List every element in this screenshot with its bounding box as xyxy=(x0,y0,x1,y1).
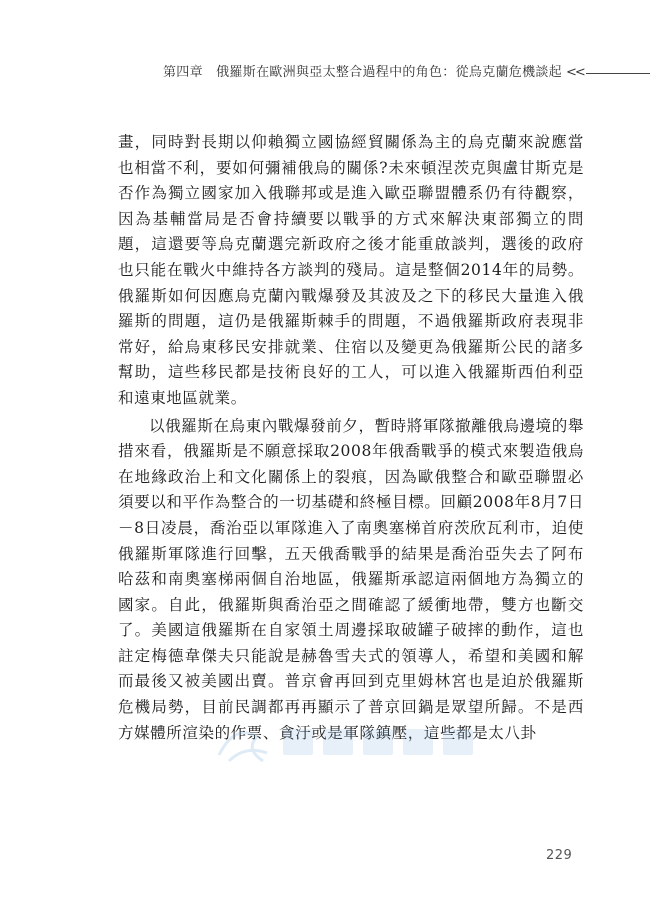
body-text xyxy=(118,130,584,746)
paragraph-1: 畫，同時對長期以仰賴獨立國協經貿關係為主的烏克蘭來說應當也相當不利，要如何彌補俄烏的關係?未來頓涅茨克與盧甘斯克是否作為獨立國家加入俄聯邦或是進入歐亞聯盟體系仍有待觀察，因為基輔當局是否會持續要以戰爭的方式來解決東部獨立的問題，這還要等烏克蘭選完新政府之後才能重啟談判，選後的政府也只能在戰火中維持各方談判的殘局。這是整個2014年的局勢。俄羅斯如何因應烏克蘭內戰爆發及其波及之下的移民大量進入俄羅斯的問題，這仍是俄羅斯棘手的問題，不過俄羅斯政府表現非常好，給烏東移民安排就業、住宿以及變更為俄羅斯公民的諸多幫助，這些移民都是技術良好的工人，可以進入俄羅斯西伯利亞和遠東地區就業。 xyxy=(118,133,584,407)
running-header xyxy=(0,64,650,84)
chapter-title: 第四章 俄羅斯在歐洲與亞太整合過程中的角色：從烏克蘭危機談起 xyxy=(162,65,562,80)
paragraph-2: 以俄羅斯在烏東內戰爆發前夕，暫時將軍隊撤離俄烏邊境的舉措來看，俄羅斯是不願意採取2008年俄喬戰爭的模式來製造俄烏在地緣政治上和文化關係上的裂痕，因為歐俄整合和歐亞聯盟必須要以和平作為整合的一切基礎和終極目標。回顧2008年8月7日－8日凌晨，喬治亞以軍隊進入了南奧塞梯首府茨欣瓦利市，迫使俄羅斯軍隊進行回擊，五天俄喬戰爭的結果是喬治亞失去了阿布哈茲和南奧塞梯兩個自治地區，俄羅斯承認這兩個地方為獨立的國家。自此，俄羅斯與喬治亞之間確認了緩衝地帶，雙方也斷交了。美國這俄羅斯在自家領土周邊採取破罐子破摔的動作，這也註定梅德韋傑夫只能說是赫魯雪夫式的領導人，希望和美國和解而最後又被美國出賣。普京會再回到克里姆林宮也是迫於俄羅斯危機局勢，目前民調都再再顯示了普京回鍋是眾望所歸。不是西方媒體所渲染的作票、貪汙或是軍隊鎮壓，這些都是太八卦 xyxy=(118,416,584,742)
header-rule xyxy=(586,73,650,74)
page-number: 229 xyxy=(546,848,573,863)
double-chevron-icon: << xyxy=(566,65,584,80)
